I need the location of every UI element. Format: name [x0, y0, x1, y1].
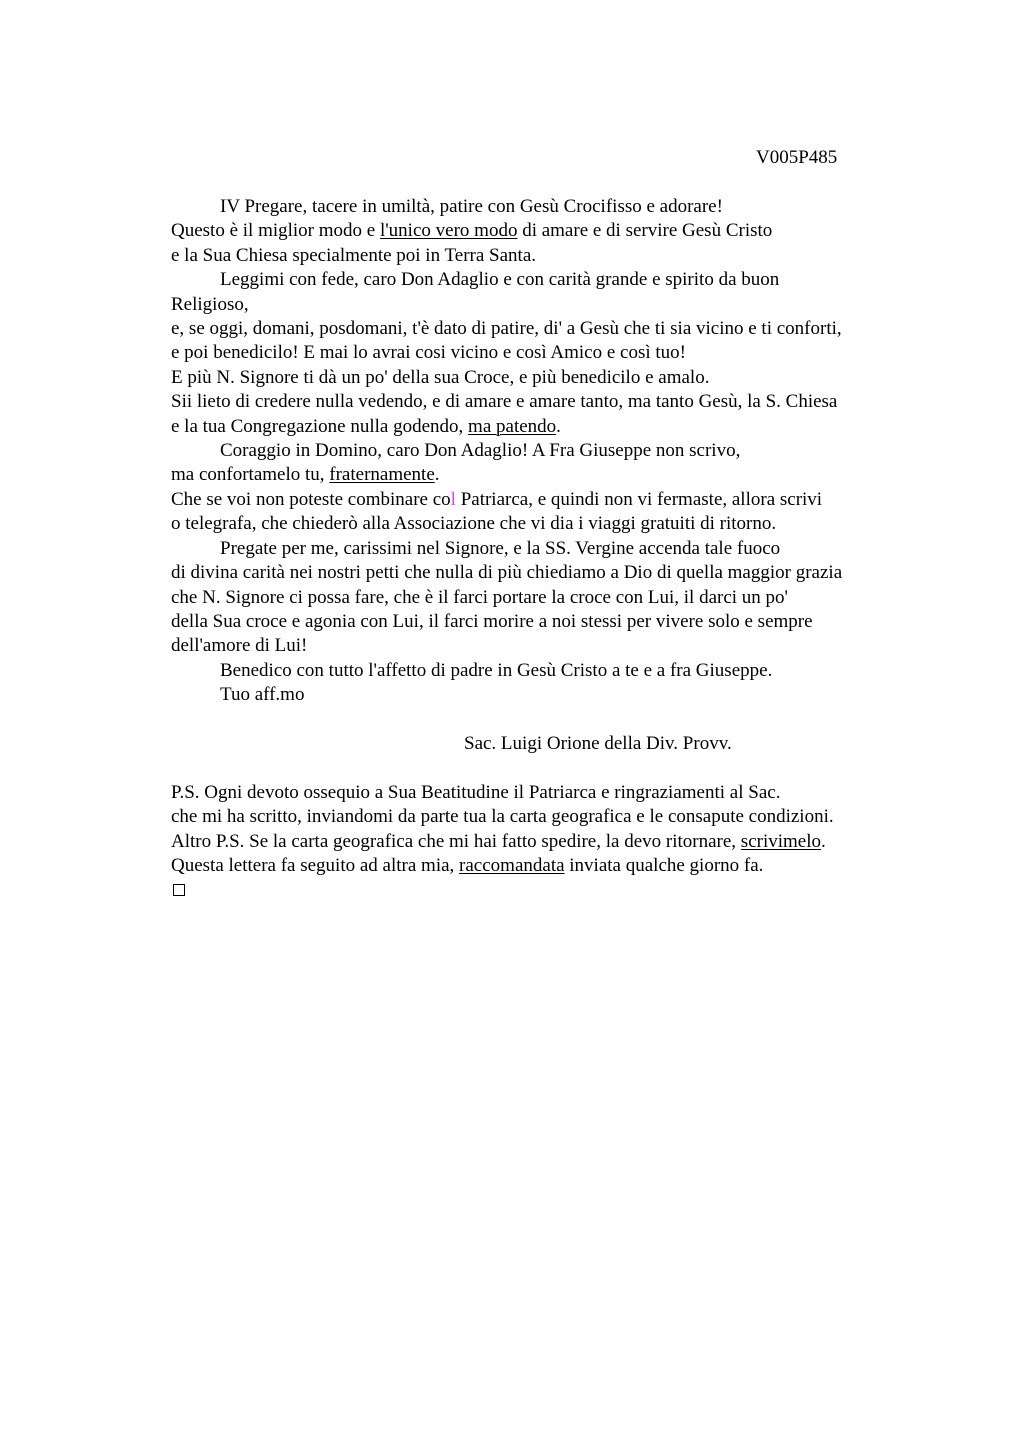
paragraph-line: di divina carità nei nostri petti che nulla di più chiediamo a Dio di quella maggior grazia — [171, 562, 843, 584]
paragraph-line: Leggimi con fede, caro Don Adaglio e con carità grande e spirito da buon — [220, 269, 780, 291]
paragraph-line — [171, 463, 931, 487]
closing-line: Tuo aff.mo — [220, 684, 305, 706]
page-identifier: V005P485 — [756, 147, 838, 168]
paragraph-line: dell'amore di Lui! — [171, 635, 308, 657]
underlined-text: scrivimelo — [740, 830, 821, 852]
paragraph-line — [171, 219, 931, 243]
paragraph-line: Religioso, — [171, 293, 249, 315]
paragraph-line: Benedico con tutto l'affetto di padre in Gesù Cristo a te e a fra Giuseppe. — [220, 659, 773, 681]
paragraph-line — [171, 415, 931, 439]
paragraph-line: Pregate per me, carissimi nel Signore, e la SS. Vergine accenda tale fuoco — [220, 537, 781, 559]
paragraph-line: e, se oggi, domani, posdomani, t'è dato di patire, di' a Gesù che ti sia vicino e ti conforti, — [171, 318, 842, 340]
postscript-line — [171, 854, 931, 878]
letter-body — [171, 195, 931, 903]
paragraph-line: o telegrafa, che chiederò alla Associazione che vi dia i viaggi gratuiti di ritorno. — [171, 513, 777, 535]
text-run: Altro P.S. Se la carta geografica che mi hai fatto spedire, la devo ritornare, — [171, 830, 741, 852]
paragraph-line: che N. Signore ci possa fare, che è il farci portare la croce con Lui, il darci un po' — [171, 586, 788, 608]
paragraph-line: Sii lieto di credere nulla vedendo, e di amare e amare tanto, ma tanto Gesù, la S. Chiesa — [171, 391, 838, 413]
underlined-text: fraternamente — [329, 464, 435, 486]
paragraph-line: Coraggio in Domino, caro Don Adaglio! A Fra Giuseppe non scrivo, — [220, 440, 741, 462]
blank-line — [171, 756, 931, 780]
postscript-line: P.S. Ogni devoto ossequio a Sua Beatitudine il Patriarca e ringraziamenti al Sac. — [171, 781, 781, 803]
text-run: Patriarca, e quindi non vi fermaste, allora scrivi — [455, 488, 823, 510]
text-run: Che se voi non poteste combinare co — [171, 488, 451, 510]
text-run: . — [556, 415, 561, 437]
underlined-text: l'unico vero modo — [379, 220, 518, 242]
text-run: . — [821, 830, 826, 852]
text-run: inviata qualche giorno fa. — [564, 854, 764, 876]
text-run: . — [434, 464, 440, 486]
empty-square-icon — [173, 884, 185, 896]
paragraph-line — [171, 488, 931, 512]
highlighted-letter: l — [450, 488, 456, 510]
paragraph-line: della Sua croce e agonia con Lui, il farci morire a noi stessi per vivere solo e sempre — [171, 610, 813, 632]
paragraph-line: E più N. Signore ti dà un po' della sua Croce, e più benedicilo e amalo. — [171, 366, 710, 388]
text-run: Questa lettera fa seguito ad altra mia, — [171, 854, 460, 876]
end-marker-line — [171, 878, 931, 902]
underlined-text: ma patendo — [468, 415, 557, 437]
postscript-line — [171, 830, 931, 854]
paragraph-line: IV Pregare, tacere in umiltà, patire con Gesù Crocifisso e adorare! — [220, 196, 723, 217]
text-run: ma confortamelo tu, — [171, 464, 330, 486]
underlined-text: raccomandata — [459, 854, 565, 876]
text-run: Questo è il miglior modo e — [171, 220, 380, 242]
paragraph-line: e la Sua Chiesa specialmente poi in Terra Santa. — [171, 244, 537, 266]
paragraph-line: e poi benedicilo! E mai lo avrai cosi vicino e così Amico e così tuo! — [171, 342, 686, 364]
signature: Sac. Luigi Orione della Div. Provv. — [464, 732, 732, 754]
text-run: e la tua Congregazione nulla godendo, — [171, 415, 469, 437]
blank-line — [171, 708, 931, 732]
text-run: di amare e di servire Gesù Cristo — [517, 220, 773, 242]
postscript-line: che mi ha scritto, inviandomi da parte tua la carta geografica e le consapute condizioni. — [171, 806, 834, 828]
